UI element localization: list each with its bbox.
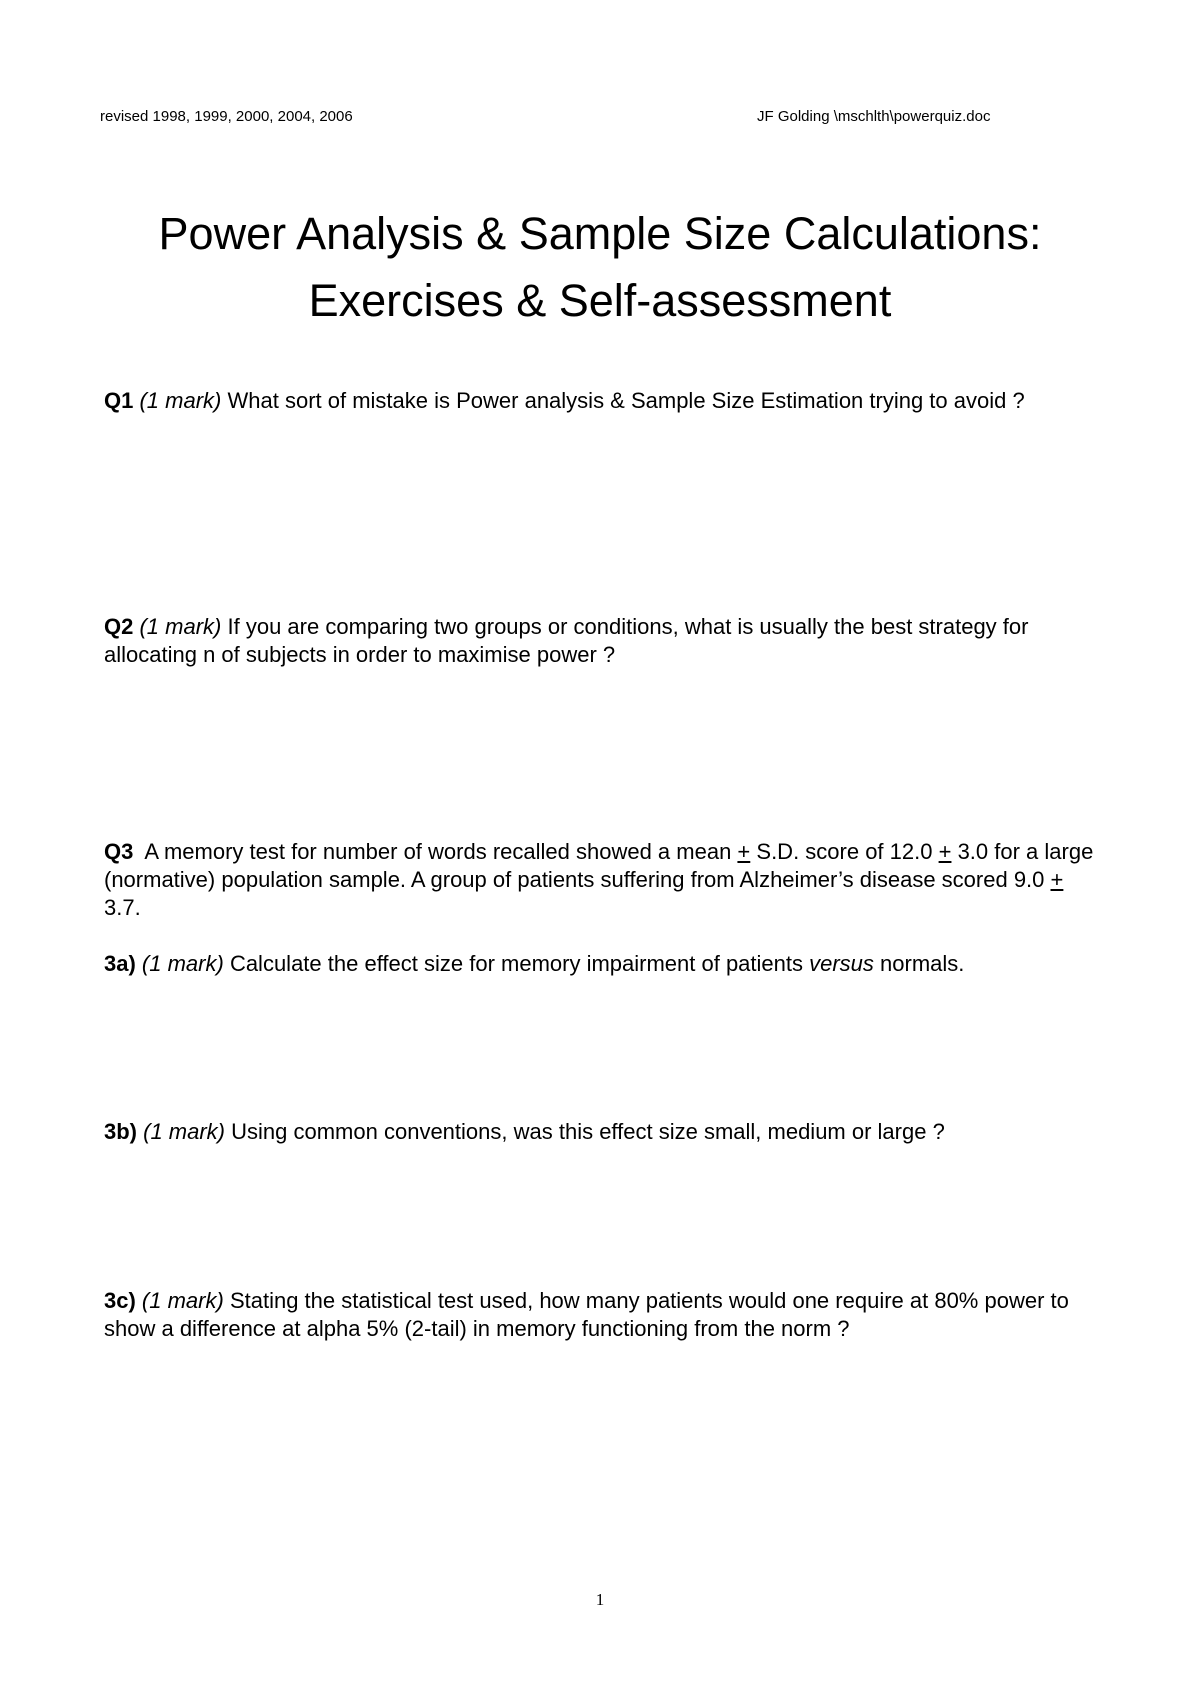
question-text: Using common conventions, was this effect size small, medium or large ? — [231, 1119, 945, 1144]
question-id: Q3 — [104, 839, 134, 864]
question-mark: (1 mark) — [139, 388, 222, 413]
question-text: Stating the statistical test used, how many patients would one require at 80% power to show a difference at alpha 5% (2-tail) in memory functioning from the norm ? — [104, 1288, 1069, 1341]
question-text: If you are comparing two groups or conditions, what is usually the best strategy for allocating n of subjects in order to maximise power ? — [104, 614, 1029, 667]
question-id: Q1 — [104, 388, 134, 413]
title-line-1: Power Analysis & Sample Size Calculations: — [158, 208, 1042, 259]
question-id: Q2 — [104, 614, 134, 639]
question-3a — [104, 950, 1104, 978]
question-text: What sort of mistake is Power analysis & Sample Size Estimation trying to avoid ? — [227, 388, 1025, 413]
question-3 — [104, 838, 1104, 922]
question-mark: (1 mark) — [143, 1119, 226, 1144]
question-3c — [104, 1287, 1104, 1343]
question-text-part-2: normals. — [873, 951, 965, 976]
question-text-part-3: 3.0 for a large (normative) population sample. A group of patients suffering from Alzheimer’s disease scored 9.0 — [104, 839, 1094, 892]
question-id: 3c) — [104, 1288, 136, 1313]
question-2 — [104, 613, 1104, 669]
page-header — [100, 108, 1096, 132]
question-text-part-4: 3.7. — [104, 895, 141, 920]
question-id: 3b) — [104, 1119, 137, 1144]
revision-note: revised 1998, 1999, 2000, 2004, 2006 — [100, 108, 353, 125]
page-number: 1 — [595, 1590, 605, 1609]
plus-minus-sign: + — [938, 839, 952, 864]
document-title — [0, 200, 1200, 334]
plus-minus-sign: + — [1050, 867, 1064, 892]
question-text-part-2: S.D. score of 12.0 — [750, 839, 939, 864]
question-mark: (1 mark) — [141, 951, 224, 976]
question-1 — [104, 387, 1104, 415]
emphasis-text: versus — [809, 951, 874, 976]
title-line-2: Exercises & Self-assessment — [308, 275, 892, 326]
question-3b — [104, 1118, 1104, 1146]
question-text-part-1: A memory test for number of words recalled showed a mean — [144, 839, 738, 864]
plus-minus-sign: + — [737, 839, 751, 864]
question-mark: (1 mark) — [139, 614, 222, 639]
question-id: 3a) — [104, 951, 136, 976]
question-mark: (1 mark) — [141, 1288, 224, 1313]
author-file-note: JF Golding \mschlth\powerquiz.doc — [757, 108, 991, 125]
question-text-part-1: Calculate the effect size for memory impairment of patients — [229, 951, 810, 976]
